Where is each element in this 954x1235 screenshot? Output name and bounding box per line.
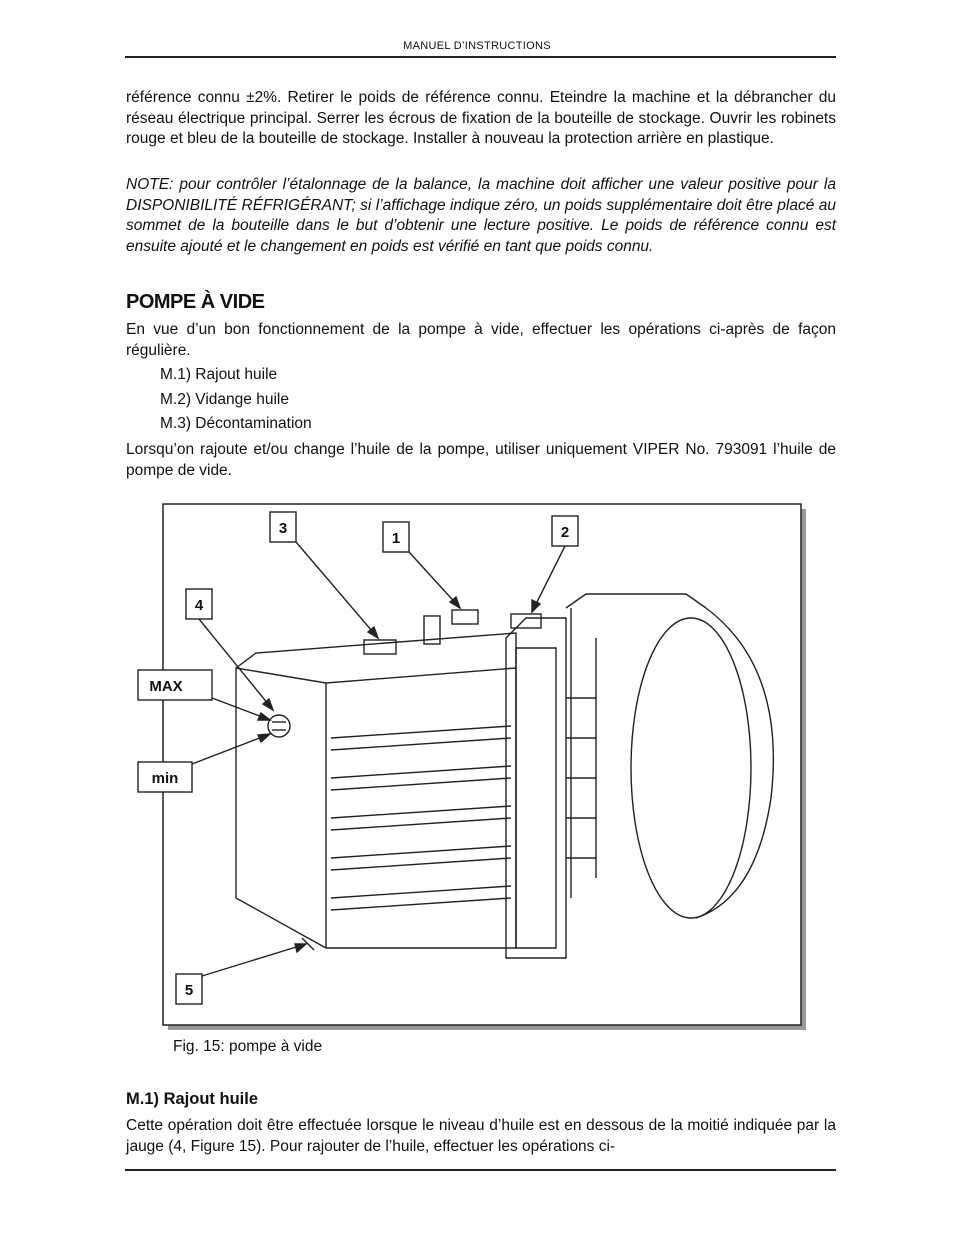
callout-2-label: 2 [560, 524, 570, 541]
callout-1-label: 1 [391, 530, 401, 547]
list-item: M.2) Vidange huile [160, 391, 289, 408]
vacuum-pump-figure [126, 498, 826, 1038]
section-title: POMPE À VIDE [126, 291, 265, 313]
paragraph-text: référence connu ±2%. Retirer le poids de référence connu. Eteindre la machine et la débrancher du réseau électrique principal. Serrer les écrous de fixation de la bouteille de stockage. Ouvrir les robinets rouge et bleu de la bouteille de stockage. Installer à nouveau la protection arrière en plastique. [126, 89, 836, 147]
list-item: M.3) Décontamination [160, 415, 312, 432]
figure-frame [163, 504, 801, 1025]
callout-4-label: 4 [194, 597, 204, 614]
callout-5-label: 5 [184, 982, 194, 999]
oil-refill-text: Cette opération doit être effectuée lorsque le niveau d’huile est en dessous de la moitié indiquée par la jauge (4, Figure 15). Pour rajouter de l’huile, effectuer les opérations ci- [126, 1117, 836, 1155]
callout-min-label: min [151, 770, 179, 787]
calibration-note [126, 175, 836, 257]
footer-rule [125, 1169, 836, 1171]
subsection-title: M.1) Rajout huile [126, 1090, 258, 1108]
oil-text: Lorsqu’on rajoute et/ou change l’huile de la pompe, utiliser uniquement VIPER No. 793091 l’huile de pompe de vide. [126, 441, 836, 479]
list-item: M.1) Rajout huile [160, 366, 278, 383]
callout-3-label: 3 [278, 520, 288, 537]
paragraph-calibration [126, 88, 836, 150]
paragraph-oil-refill [126, 1116, 836, 1157]
paragraph-intro [126, 320, 836, 361]
intro-text: En vue d’un bon fonctionnement de la pompe à vide, effectuer les opérations ci-après de façon régulière. [126, 321, 836, 359]
header-rule [125, 56, 836, 58]
figure-caption: Fig. 15: pompe à vide [173, 1038, 323, 1055]
paragraph-oil [126, 440, 836, 481]
header-title: MANUEL D’INSTRUCTIONS [403, 40, 551, 52]
callout-max-label: MAX [149, 678, 183, 695]
note-text: NOTE: pour contrôler l’étalonnage de la balance, la machine doit afficher une valeur positive pour la DISPONIBILITÉ RÉFRIGÉRANT; si l’affichage indique zéro, un poids supplémentaire doit être placé au sommet de la bouteille dans le but d’obtenir une lecture positive. Le poids de référence connu est ensuite ajouté et le changement en poids est vérifié en tant que poids connu. [126, 176, 836, 255]
